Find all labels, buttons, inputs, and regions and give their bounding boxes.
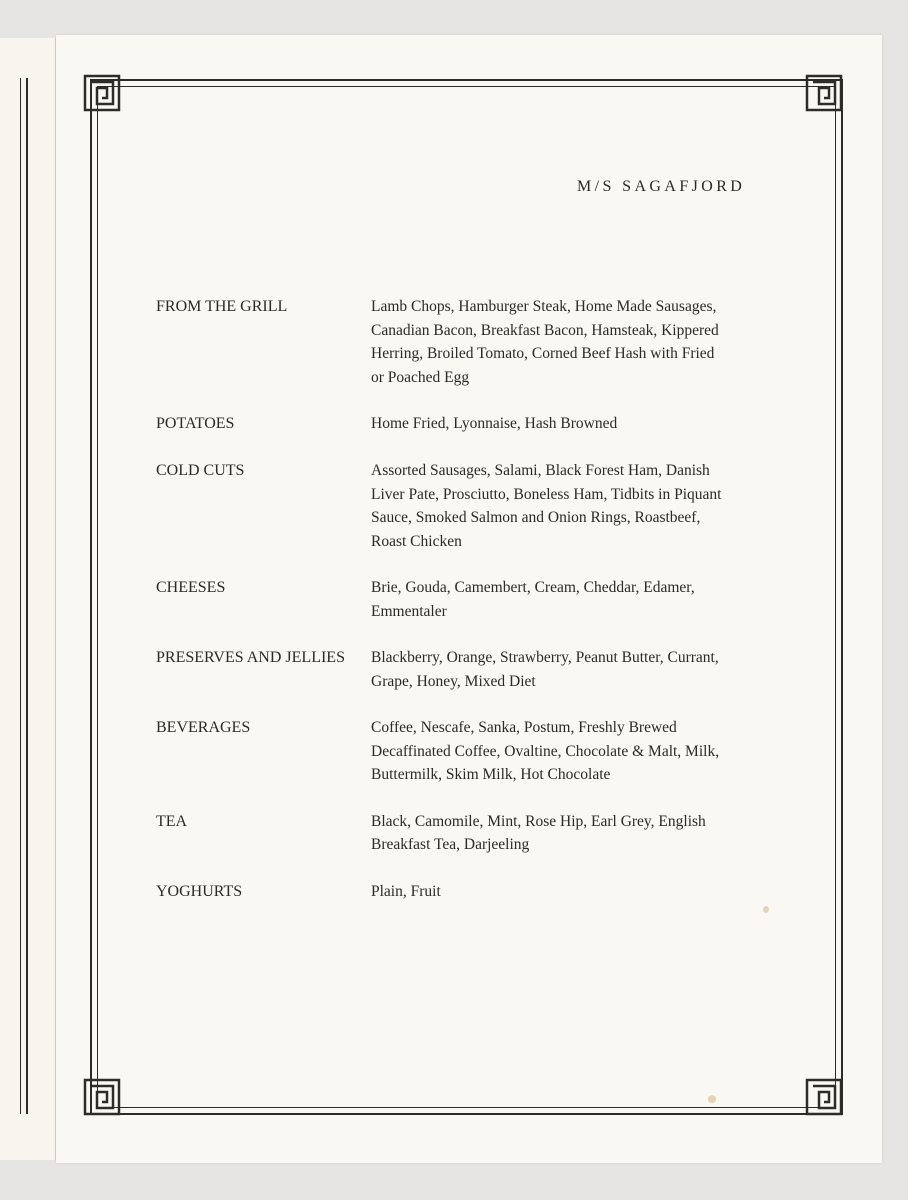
- menu-item-line: Decaffinated Coffee, Ovaltine, Chocolate & Malt, Milk,: [371, 742, 720, 760]
- menu-category: CHEESES: [156, 579, 226, 596]
- menu-items: [371, 295, 776, 389]
- menu-row: [156, 412, 776, 436]
- menu-item-line: Lamb Chops, Hamburger Steak, Home Made Sausages,: [371, 298, 717, 315]
- menu-item-line: Buttermilk, Skim Milk, Hot Chocolate: [371, 766, 611, 783]
- menu-row: [156, 716, 776, 787]
- menu-list: [156, 295, 776, 927]
- menu-item-line: Canadian Bacon, Breakfast Bacon, Hamsteak, Kippered: [371, 321, 719, 339]
- paper-stain: [763, 906, 769, 913]
- menu-item-line: Assorted Sausages, Salami, Black Forest Ham, Danish: [371, 462, 710, 479]
- menu-items: [371, 646, 776, 693]
- menu-category: TEA: [156, 812, 188, 830]
- menu-items: [371, 576, 776, 623]
- ship-name: M/S SAGAFJORD: [577, 178, 746, 195]
- menu-item-line: Breakfast Tea, Darjeeling: [371, 836, 530, 853]
- menu-item-line: Brie, Gouda, Camembert, Cream, Cheddar, Edamer,: [371, 579, 695, 596]
- menu-item-line: Herring, Broiled Tomato, Corned Beef Hash with Fried: [371, 345, 715, 362]
- menu-item-line: Emmentaler: [371, 602, 447, 620]
- menu-row: [156, 295, 776, 389]
- greek-key-corner-icon: [82, 1077, 122, 1117]
- menu-item-line: Coffee, Nescafe, Sanka, Postum, Freshly Brewed: [371, 719, 677, 736]
- menu-category: POTATOES: [156, 415, 235, 432]
- menu-items: [371, 880, 776, 904]
- menu-item-line: Roast Chicken: [371, 532, 462, 550]
- menu-item-line: Liver Pate, Prosciutto, Boneless Ham, Tidbits in Piquant: [371, 485, 722, 503]
- menu-item-line: Black, Camomile, Mint, Rose Hip, Earl Grey, English: [371, 812, 706, 830]
- menu-items: [371, 810, 776, 857]
- menu-item-line: Plain, Fruit: [371, 882, 441, 900]
- greek-key-corner-icon: [804, 73, 844, 113]
- menu-row: [156, 810, 776, 857]
- greek-key-corner-icon: [804, 1077, 844, 1117]
- menu-item-line: Sauce, Smoked Salmon and Onion Rings, Roastbeef,: [371, 509, 701, 526]
- menu-category: PRESERVES AND JELLIES: [156, 649, 345, 666]
- menu-category: YOGHURTS: [156, 882, 243, 900]
- menu-row: [156, 646, 776, 693]
- previous-page-edge: [0, 38, 56, 1160]
- menu-items: [371, 716, 776, 787]
- menu-category: COLD CUTS: [156, 462, 245, 479]
- menu-item-line: Home Fried, Lyonnaise, Hash Browned: [371, 415, 618, 432]
- menu-row: [156, 576, 776, 623]
- menu-page: [56, 35, 882, 1163]
- menu-item-line: Blackberry, Orange, Strawberry, Peanut Butter, Currant,: [371, 649, 719, 666]
- menu-row: [156, 880, 776, 904]
- paper-stain: [708, 1095, 716, 1103]
- menu-items: [371, 459, 776, 553]
- menu-category: FROM THE GRILL: [156, 298, 288, 315]
- menu-items: [371, 412, 776, 436]
- menu-item-line: Grape, Honey, Mixed Diet: [371, 672, 536, 690]
- menu-item-line: or Poached Egg: [371, 368, 470, 386]
- menu-category: BEVERAGES: [156, 719, 251, 736]
- menu-row: [156, 459, 776, 553]
- previous-page-border-inner: [0, 78, 21, 1114]
- greek-key-corner-icon: [82, 73, 122, 113]
